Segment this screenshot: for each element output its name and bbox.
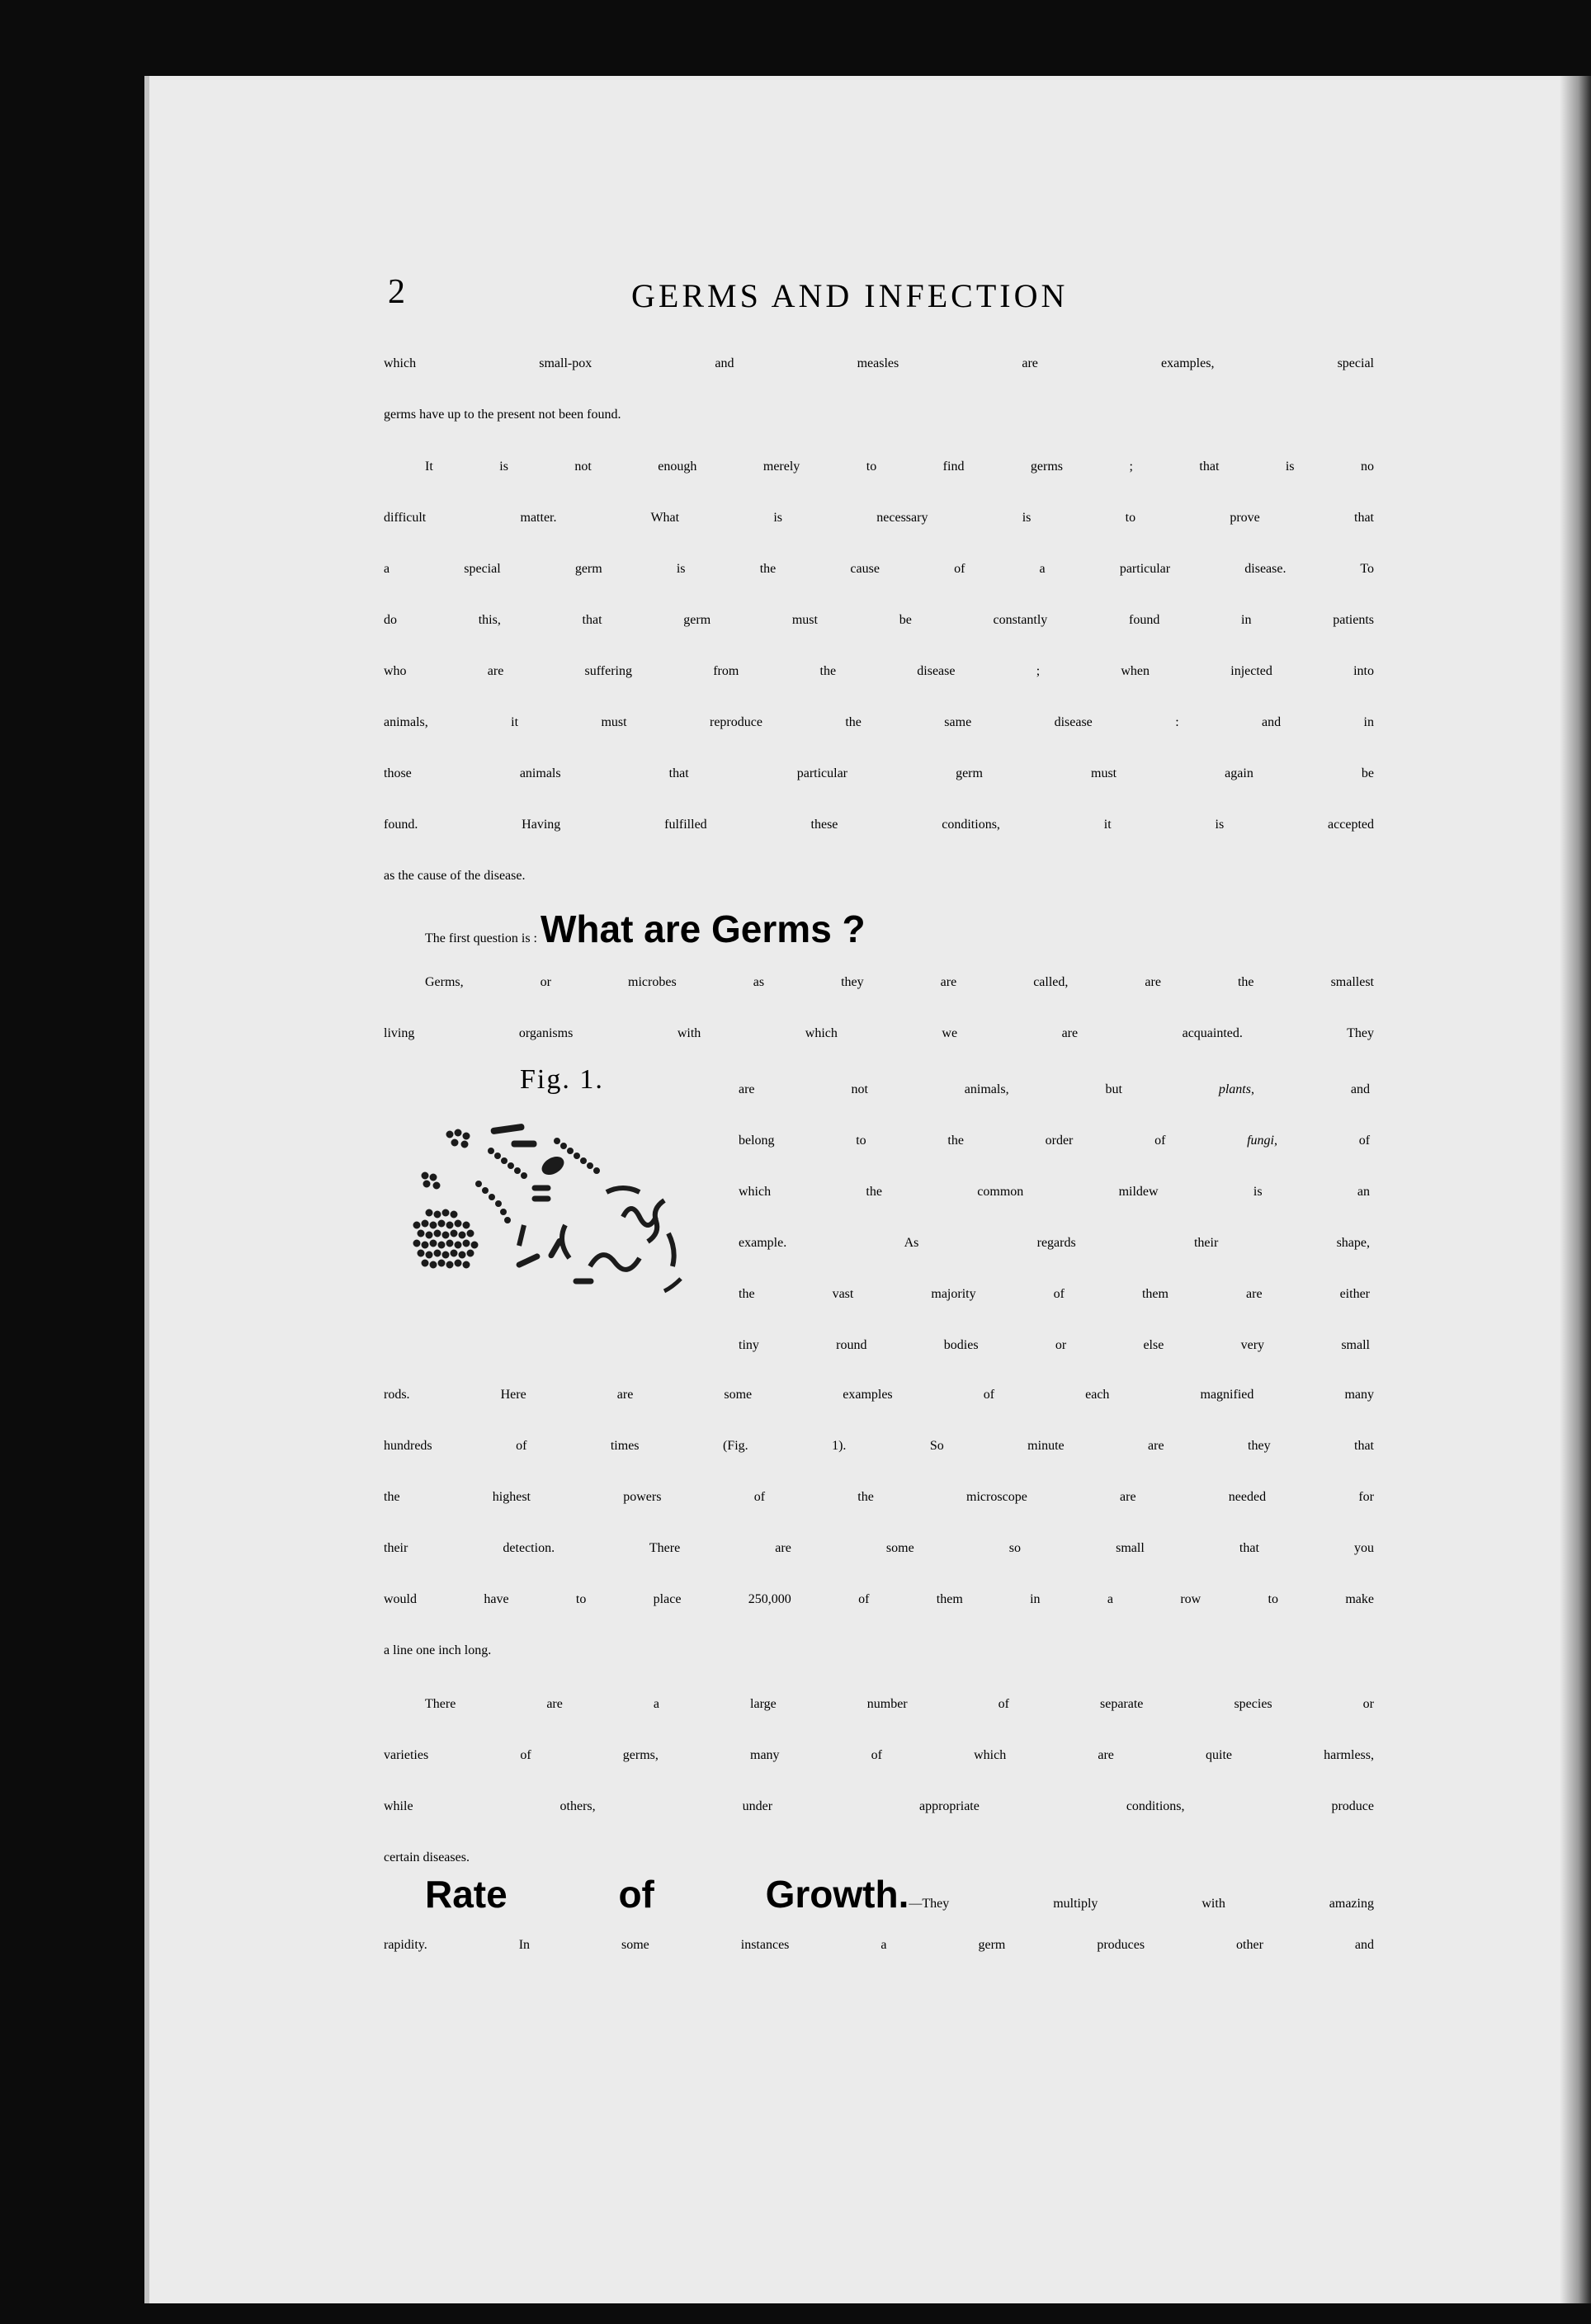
paragraph-3-top xyxy=(384,957,1374,1059)
page-number: 2 xyxy=(388,273,405,311)
text-line: Germs, or microbes as they are called, are the smallest xyxy=(425,975,1374,989)
text-line: difficult matter. What is necessary is to prove that xyxy=(384,511,1374,525)
section-heading-rate-of-growth: Rate of Growth. xyxy=(425,1873,909,1916)
germ-illustration xyxy=(400,1101,730,1308)
section-heading-what-are-germs: What are Germs ? xyxy=(540,907,866,950)
paragraph-3-bottom xyxy=(384,1369,1374,1676)
text-run: belong to the order of xyxy=(739,1134,1166,1148)
figure-caption: Fig. 1. xyxy=(520,1064,604,1095)
text-line: while others, under appropriate conditions, produce xyxy=(384,1799,1374,1813)
paragraph-5 xyxy=(384,1869,1374,1971)
text-line: which the common mildew is an xyxy=(739,1185,1370,1199)
paragraph-3-wrap xyxy=(739,1064,1370,1371)
text-line: as the cause of the disease. xyxy=(384,869,526,883)
text-line: hundreds of times (Fig. 1). So minute are they that xyxy=(384,1439,1374,1453)
page-edge-shadow xyxy=(1560,76,1591,2303)
text-line: the vast majority of them are either xyxy=(739,1287,1370,1301)
italic-term-plants: plants xyxy=(1218,1082,1251,1096)
text-line xyxy=(384,903,1374,955)
figure-1 xyxy=(384,1064,730,1312)
question-intro: The first question is : xyxy=(425,931,537,945)
text-line: do this, that germ must be constantly found in patients xyxy=(384,613,1374,627)
text-run: —They multiply with amazing xyxy=(909,1897,1374,1911)
text-line: certain diseases. xyxy=(384,1850,470,1864)
question-line xyxy=(384,903,1374,955)
text-line xyxy=(384,1869,1374,1920)
text-line: those animals that particular germ must again be xyxy=(384,766,1374,780)
text-line: germs have up to the present not been found. xyxy=(384,408,621,422)
text-line: rods. Here are some examples of each magnified many xyxy=(384,1388,1374,1402)
text-line: a special germ is the cause of a particular disease. To xyxy=(384,562,1374,576)
text-line: a line one inch long. xyxy=(384,1643,492,1657)
italic-term-fungi: fungi xyxy=(1247,1134,1274,1148)
text-line: the highest powers of the microscope are needed for xyxy=(384,1490,1374,1504)
text-run: , of xyxy=(1274,1134,1371,1148)
text-run: are not animals, but xyxy=(739,1082,1122,1096)
text-line: would have to place 250,000 of them in a row to make xyxy=(384,1592,1374,1606)
running-title: GERMS AND INFECTION xyxy=(631,277,1069,314)
text-line: animals, it must reproduce the same disease : and in xyxy=(384,715,1374,729)
text-line: who are suffering from the disease ; when injected into xyxy=(384,664,1374,678)
text-line: varieties of germs, many of which are quite harmless, xyxy=(384,1748,1374,1762)
text-line xyxy=(739,1115,1370,1167)
paragraph-1 xyxy=(384,338,1374,441)
text-line: example. As regards their shape, xyxy=(739,1236,1370,1250)
text-line: living organisms with which we are acquainted. They xyxy=(384,1026,1374,1040)
text-line: which small-pox and measles are examples, special xyxy=(384,356,1374,370)
text-line: It is not enough merely to find germs ; that is no xyxy=(425,460,1374,474)
text-line: rapidity. In some instances a germ produces other and xyxy=(384,1938,1374,1952)
text-run: , and xyxy=(1250,1082,1371,1096)
paragraph-2 xyxy=(384,441,1374,902)
paragraph-4 xyxy=(384,1679,1374,1883)
text-line: found. Having fulfilled these conditions, it is accepted xyxy=(384,818,1374,832)
text-line: tiny round bodies or else very small xyxy=(739,1338,1370,1352)
text-line: their detection. There are some so small that you xyxy=(384,1541,1374,1555)
text-line xyxy=(739,1064,1370,1115)
text-line: There are a large number of separate species or xyxy=(425,1697,1374,1711)
